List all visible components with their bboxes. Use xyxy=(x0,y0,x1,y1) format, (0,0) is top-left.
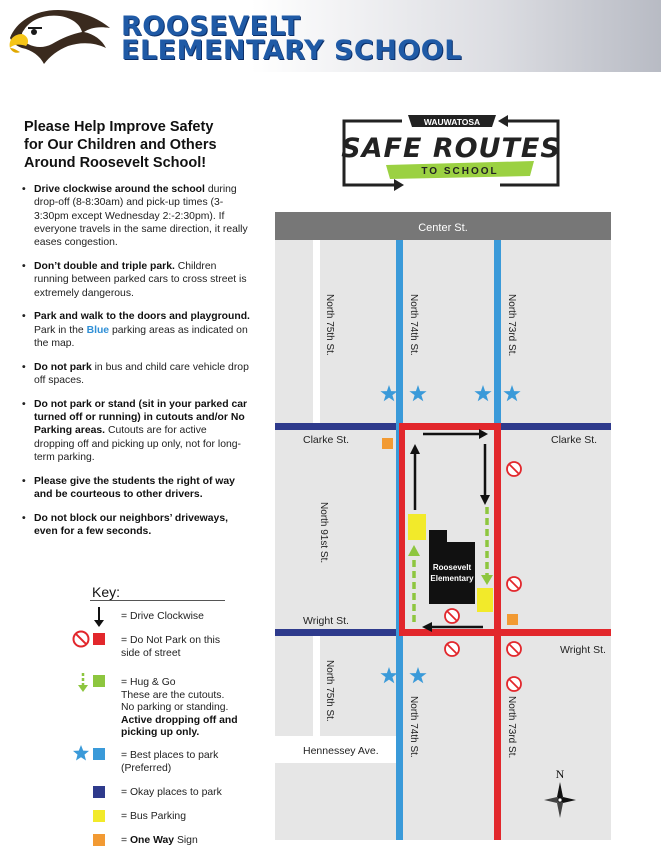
street-label: North 74th St. xyxy=(408,696,419,758)
street-label: North 75th St. xyxy=(324,294,335,356)
okay-park-swatch xyxy=(93,786,105,798)
compass-north-label: N xyxy=(555,767,565,781)
no-parking-icon xyxy=(72,630,90,648)
school-name-line2: ELEMENTARY SCHOOL xyxy=(121,35,462,66)
star-icon xyxy=(72,744,90,762)
intro-line: Please Help Improve Safety xyxy=(24,119,214,135)
tip-item: • Do not park in bus and child care vehicle drop off spaces. xyxy=(22,361,250,388)
tip-item: • Drive clockwise around the school during drop-off (8-8:30am) and pick-up times (3-3:30pm except Wednesday 2:-2:30pm). If everyone travels in the same direction, it really eases congestion. xyxy=(22,183,250,249)
okay-parking-street xyxy=(275,423,396,430)
no-park-street xyxy=(403,423,494,430)
green-dashed-arrow-icon xyxy=(76,672,90,694)
logo-bottom-text: TO SCHOOL xyxy=(421,166,499,177)
best-parking-street xyxy=(494,240,501,423)
street-label: Clarke St. xyxy=(551,434,598,446)
map-block xyxy=(275,763,396,840)
no-park-swatch xyxy=(93,633,105,645)
bus-parking-swatch xyxy=(93,810,105,822)
school-name-line1: ROOSEVELT xyxy=(121,11,301,42)
intro-line: for Our Children and Others xyxy=(24,137,217,153)
no-parking-icon xyxy=(507,642,521,656)
street-label: North 74th St. xyxy=(408,294,419,356)
key-label: = Drive Clockwise xyxy=(121,611,204,622)
no-parking-icon xyxy=(507,462,521,476)
black-arrow-down-icon xyxy=(92,606,106,628)
map-block xyxy=(501,430,611,629)
key-label: = Okay places to park xyxy=(121,787,222,798)
key-label: = One Way Sign xyxy=(121,835,198,846)
eagle-mascot-icon xyxy=(6,4,118,68)
tip-item: • Do not block our neighbors’ driveways, even for a few seconds. xyxy=(22,512,250,539)
street-label: North 91st St. xyxy=(318,502,329,564)
key-label: = Best places to park (Preferred) xyxy=(121,750,219,774)
safety-tips-list xyxy=(22,183,250,549)
hug-go-swatch xyxy=(93,675,105,687)
no-parking-icon xyxy=(445,642,459,656)
school-building xyxy=(429,542,475,604)
bus-parking-zone xyxy=(408,514,426,540)
no-park-street xyxy=(403,629,494,636)
okay-parking-street xyxy=(275,629,396,636)
map-block xyxy=(275,636,313,736)
school-label: Roosevelt xyxy=(432,563,472,572)
key-divider xyxy=(90,600,225,601)
best-park-swatch xyxy=(93,748,105,760)
key-label: = Do Not Park on this side of street xyxy=(121,635,221,659)
school-label: Elementary xyxy=(430,574,474,583)
street-label: Wright St. xyxy=(560,644,606,656)
key-label: = Hug & Go These are the cutouts. No parking or standing. Active dropping off and picking up only. xyxy=(121,677,238,738)
no-park-street xyxy=(494,423,501,840)
intro-heading xyxy=(24,118,254,172)
street-label: North 73rd St. xyxy=(506,696,517,759)
no-parking-icon xyxy=(507,577,521,591)
street-label: North 73rd St. xyxy=(506,294,517,357)
header-banner xyxy=(0,0,661,72)
blue-highlight: Blue xyxy=(86,324,110,336)
tip-item: • Park and walk to the doors and playground. Park in the Blue parking areas as indicated on the map. xyxy=(22,310,250,350)
logo-arrow-icon xyxy=(498,115,508,127)
no-park-street xyxy=(501,629,611,636)
key-label: = Bus Parking xyxy=(121,811,186,822)
street-map xyxy=(275,212,611,840)
one-way-swatch xyxy=(93,834,105,846)
street-label: Center St. xyxy=(418,222,468,234)
street-label: Wright St. xyxy=(303,615,349,627)
no-parking-icon xyxy=(445,609,459,623)
tip-item: • Don’t double and triple park. Children running between parked cars to cross street is extremely dangerous. xyxy=(22,260,250,300)
map-block xyxy=(275,430,396,629)
no-parking-icon xyxy=(507,677,521,691)
safe-routes-logo xyxy=(336,113,566,193)
logo-main-text: SAFE ROUTES xyxy=(341,133,561,164)
bus-parking-zone xyxy=(477,588,493,612)
intro-line: Around Roosevelt School! xyxy=(24,155,207,171)
no-park-street xyxy=(399,423,405,636)
okay-parking-street xyxy=(501,423,611,430)
key-title: Key: xyxy=(92,584,121,600)
map-block xyxy=(275,240,313,423)
street-label: Clarke St. xyxy=(303,434,350,446)
logo-arrow-icon xyxy=(394,179,404,191)
street-label: North 75th St. xyxy=(324,660,335,722)
one-way-sign xyxy=(507,614,518,625)
one-way-sign xyxy=(382,438,393,449)
tip-item: • Please give the students the right of way and be courteous to other drivers. xyxy=(22,475,250,502)
logo-top-text: WAUWATOSA xyxy=(423,117,481,127)
street-label: Hennessey Ave. xyxy=(303,745,379,757)
tip-item: • Do not park or stand (sit in your parked car turned off or running) in cutouts and/or No Parking areas. Cutouts are for active dropping off and picking up only, not for long-term parking. xyxy=(22,398,250,464)
